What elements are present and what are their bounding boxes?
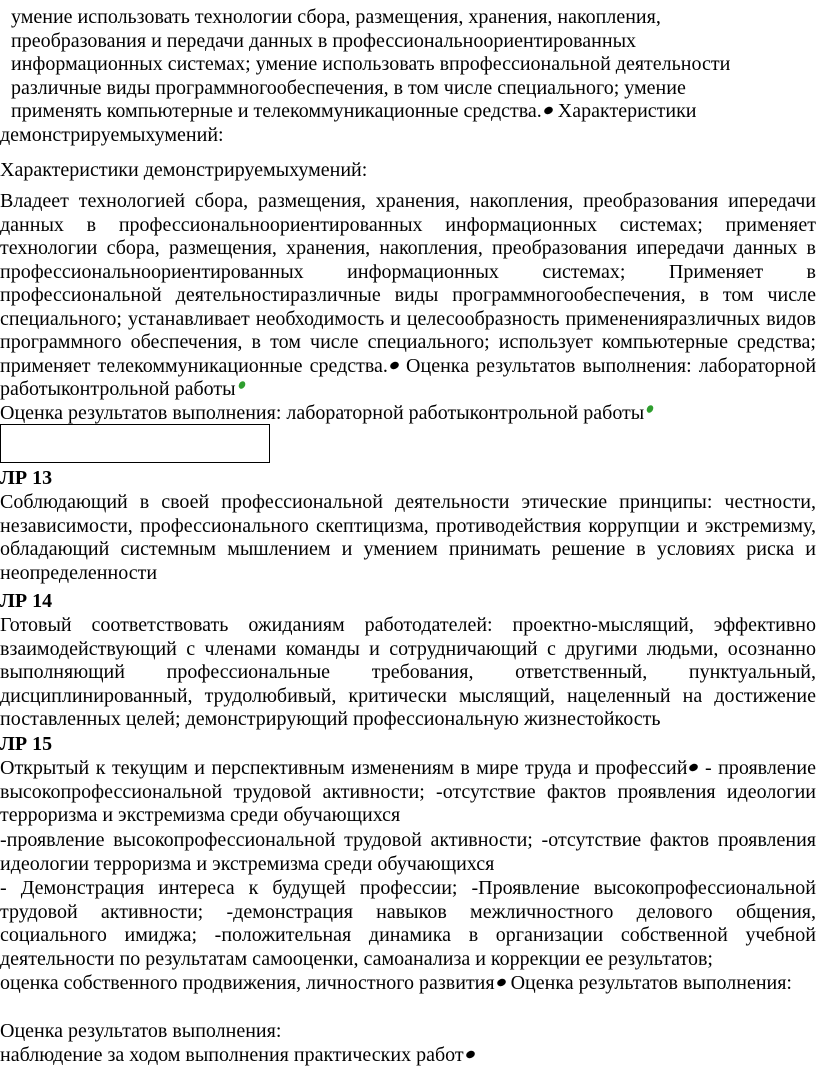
intro-line-4: различные виды программногообеспечения, в том числе специального; умение	[11, 76, 686, 99]
skills-tail-2: лабораторной работыконтрольной работы	[0, 354, 816, 400]
lr15-observation-text: наблюдение за ходом выполнения практических работ	[0, 1044, 464, 1066]
intro-line-5-text: применять компьютерные и телекоммуникационные средства.	[11, 100, 542, 122]
characteristics-heading: Характеристики демонстрируемыхумений:	[0, 159, 368, 181]
intro-paragraph	[0, 6, 816, 147]
skills-tail-1: Оценка результатов выполнения:	[406, 354, 692, 377]
assessment-line	[0, 402, 816, 426]
lr14-title: ЛР 14	[0, 590, 53, 612]
lr15-eval-2: Оценка результатов выполнения:	[510, 972, 792, 994]
green-dot-icon	[646, 404, 655, 414]
lr15-observation	[0, 1044, 816, 1068]
lr15-demonstration: - Демонстрация интереса к будущей профессии; -Проявление высокопрофессиональной трудовой активности; -демонстрация навыков межличностного делового общения, социального имиджа; -положительная динамика в организации собственной учебной деятельности по результатам самооценки, самоанализа и коррекции ее результатов;	[0, 877, 816, 970]
bullet-dot-icon	[389, 360, 400, 370]
lr15-eval	[0, 972, 816, 996]
intro-line-1: умение использовать технологии сбора, размещения, хранения, накопления,	[11, 6, 661, 28]
lr15-eval-1: оценка собственного продвижения, личностного развития	[0, 972, 495, 994]
bullet-dot-icon	[496, 977, 507, 987]
intro-line-2: преобразования и передачи данных в профессиональноориентированных	[11, 29, 637, 52]
lr15-text-2: - проявление высокопрофессиональной трудовой активности; -отсутствие фактов проявления идеологии терроризма и экстремизма среди обучающихся	[0, 757, 816, 826]
lr15-text-1: Открытый к текущим и перспективным изменениям в мире труда и профессий	[0, 757, 688, 779]
intro-line-5	[0, 100, 816, 124]
bullet-dot-icon	[465, 1049, 476, 1059]
intro-line-5-tail: Характеристики	[557, 100, 697, 122]
bullet-dot-icon	[688, 762, 699, 772]
lr15-text	[0, 757, 816, 828]
lr15-eval-heading: Оценка результатов выполнения:	[0, 1020, 282, 1042]
lr13-title: ЛР 13	[0, 467, 53, 489]
skills-text: Владеет технологией сбора, размещения, хранения, накопления, преобразования ипередачи данных в профессиональноориентированных информационных системах; применяет технологии сбора, размещения, хранения, накопления, преобразования ипередачи данных в профессиональноориентированных информационных системах; Применяет в профессиональной деятельностиразличные виды программногообеспечения, в том числе специального; устанавливает необходимость и целесообразность примененияразличных видов программного обеспечения, в том числе специального; использует компьютерные средства; применяет телекоммуникационные средства.	[0, 190, 816, 377]
empty-box	[0, 424, 270, 463]
lr13-text: Соблюдающий в своей профессиональной деятельности этические принципы: честности, независимости, профессионального скептицизма, противодействия коррупции и экстремизму, обладающий системным мышлением и умением принимать решение в условиях риска и неопределенности	[0, 491, 816, 584]
green-dot-icon	[237, 380, 246, 390]
intro-line-6: демонстрируемыхумений:	[0, 123, 224, 146]
bullet-dot-icon	[543, 105, 554, 115]
lr14-text: Готовый соответствовать ожиданиям работодателей: проектно-мыслящий, эффективно взаимодействующий с членами команды и сотрудничающий с другими людьми, осознанно выполняющий профессиональные требования, ответственный, пунктуальный, дисциплинированный, трудолюбивый, критически мыслящий, нацеленный на достижение поставленных целей; демонстрирующий профессиональную жизнестойкость	[0, 614, 816, 730]
lr15-repeat: -проявление высокопрофессиональной трудовой активности; -отсутствие фактов проявления идеологии терроризма и экстремизма среди обучающихся	[0, 829, 816, 875]
lr15-title: ЛР 15	[0, 733, 53, 755]
intro-line-3: информационных системах; умение использовать впрофессиональной деятельности	[11, 53, 731, 75]
skills-paragraph	[0, 190, 816, 402]
assessment-text: Оценка результатов выполнения: лабораторной работыконтрольной работы	[0, 402, 645, 424]
